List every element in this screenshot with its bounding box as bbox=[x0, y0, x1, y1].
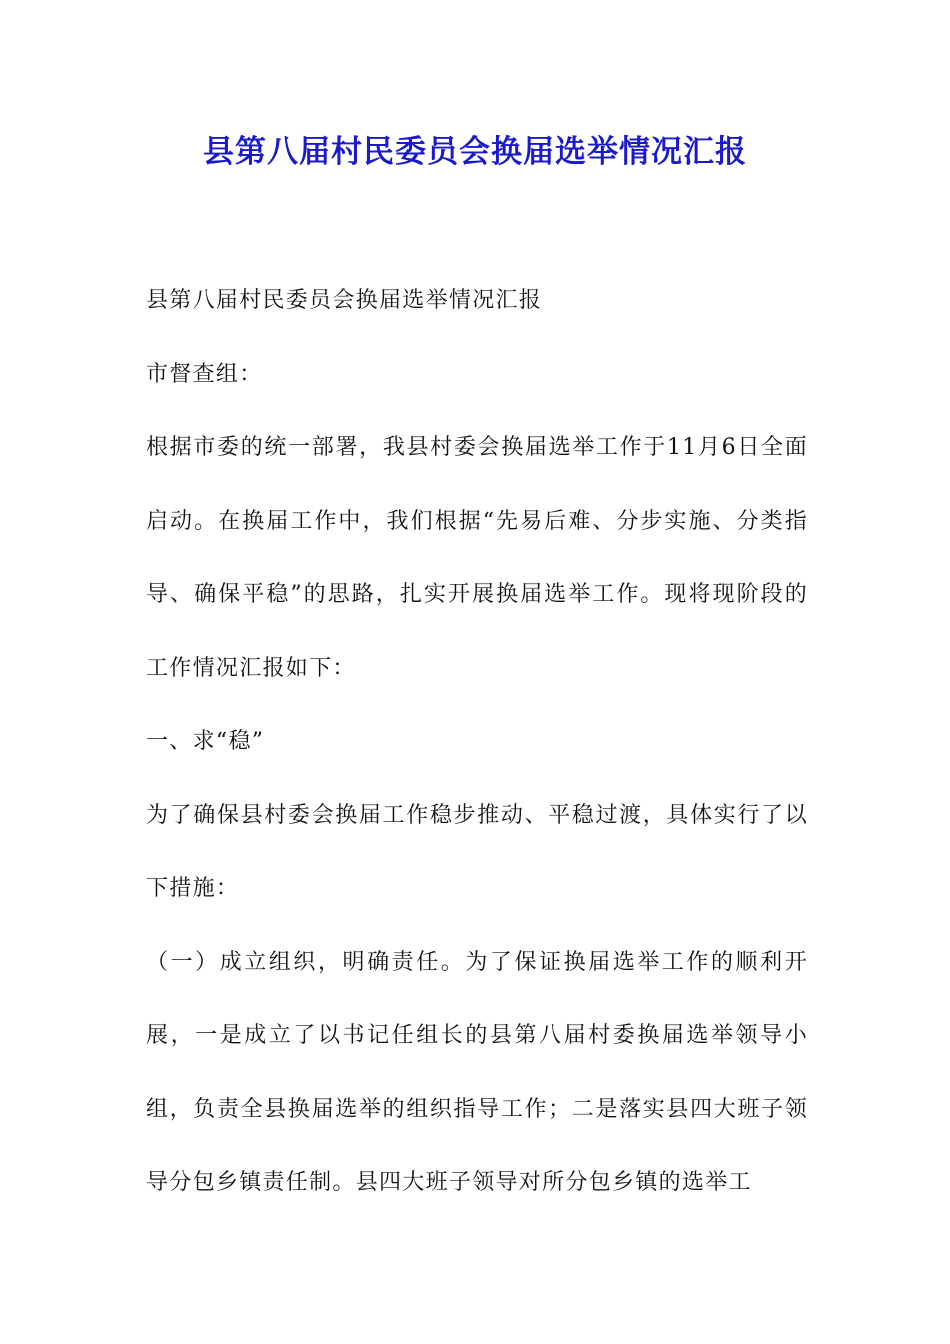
document-body bbox=[146, 264, 808, 1220]
document-title: 县第八届村民委员会换届选举情况汇报 bbox=[203, 134, 747, 170]
body-paragraph-organization: （一）成立组织，明确责任。为了保证换届选举工作的顺利开展，一是成立了以书记任组长的县第八届村委换届选举领导小组，负责全县换届选举的组织指导工作；二是落实县四大班子领导分包乡镇责任制。县四大班子领导对所分包乡镇的选举工 bbox=[146, 949, 808, 1195]
body-paragraph-salutation: 市督查组： bbox=[146, 361, 263, 387]
body-paragraph-intro: 根据市委的统一部署，我县村委会换届选举工作于11月6日全面启动。在换届工作中，我们根据“先易后难、分步实施、分类指导、确保平稳”的思路，扎实开展换届选举工作。现将现阶段的工作情况汇报如下： bbox=[146, 435, 808, 681]
body-paragraph-subtitle: 县第八届村民委员会换届选举情况汇报 bbox=[146, 288, 543, 313]
section-heading: 一、求“稳” bbox=[146, 729, 265, 754]
body-paragraph-measures: 为了确保县村委会换届工作稳步推动、平稳过渡，具体实行了以下措施： bbox=[146, 802, 808, 901]
